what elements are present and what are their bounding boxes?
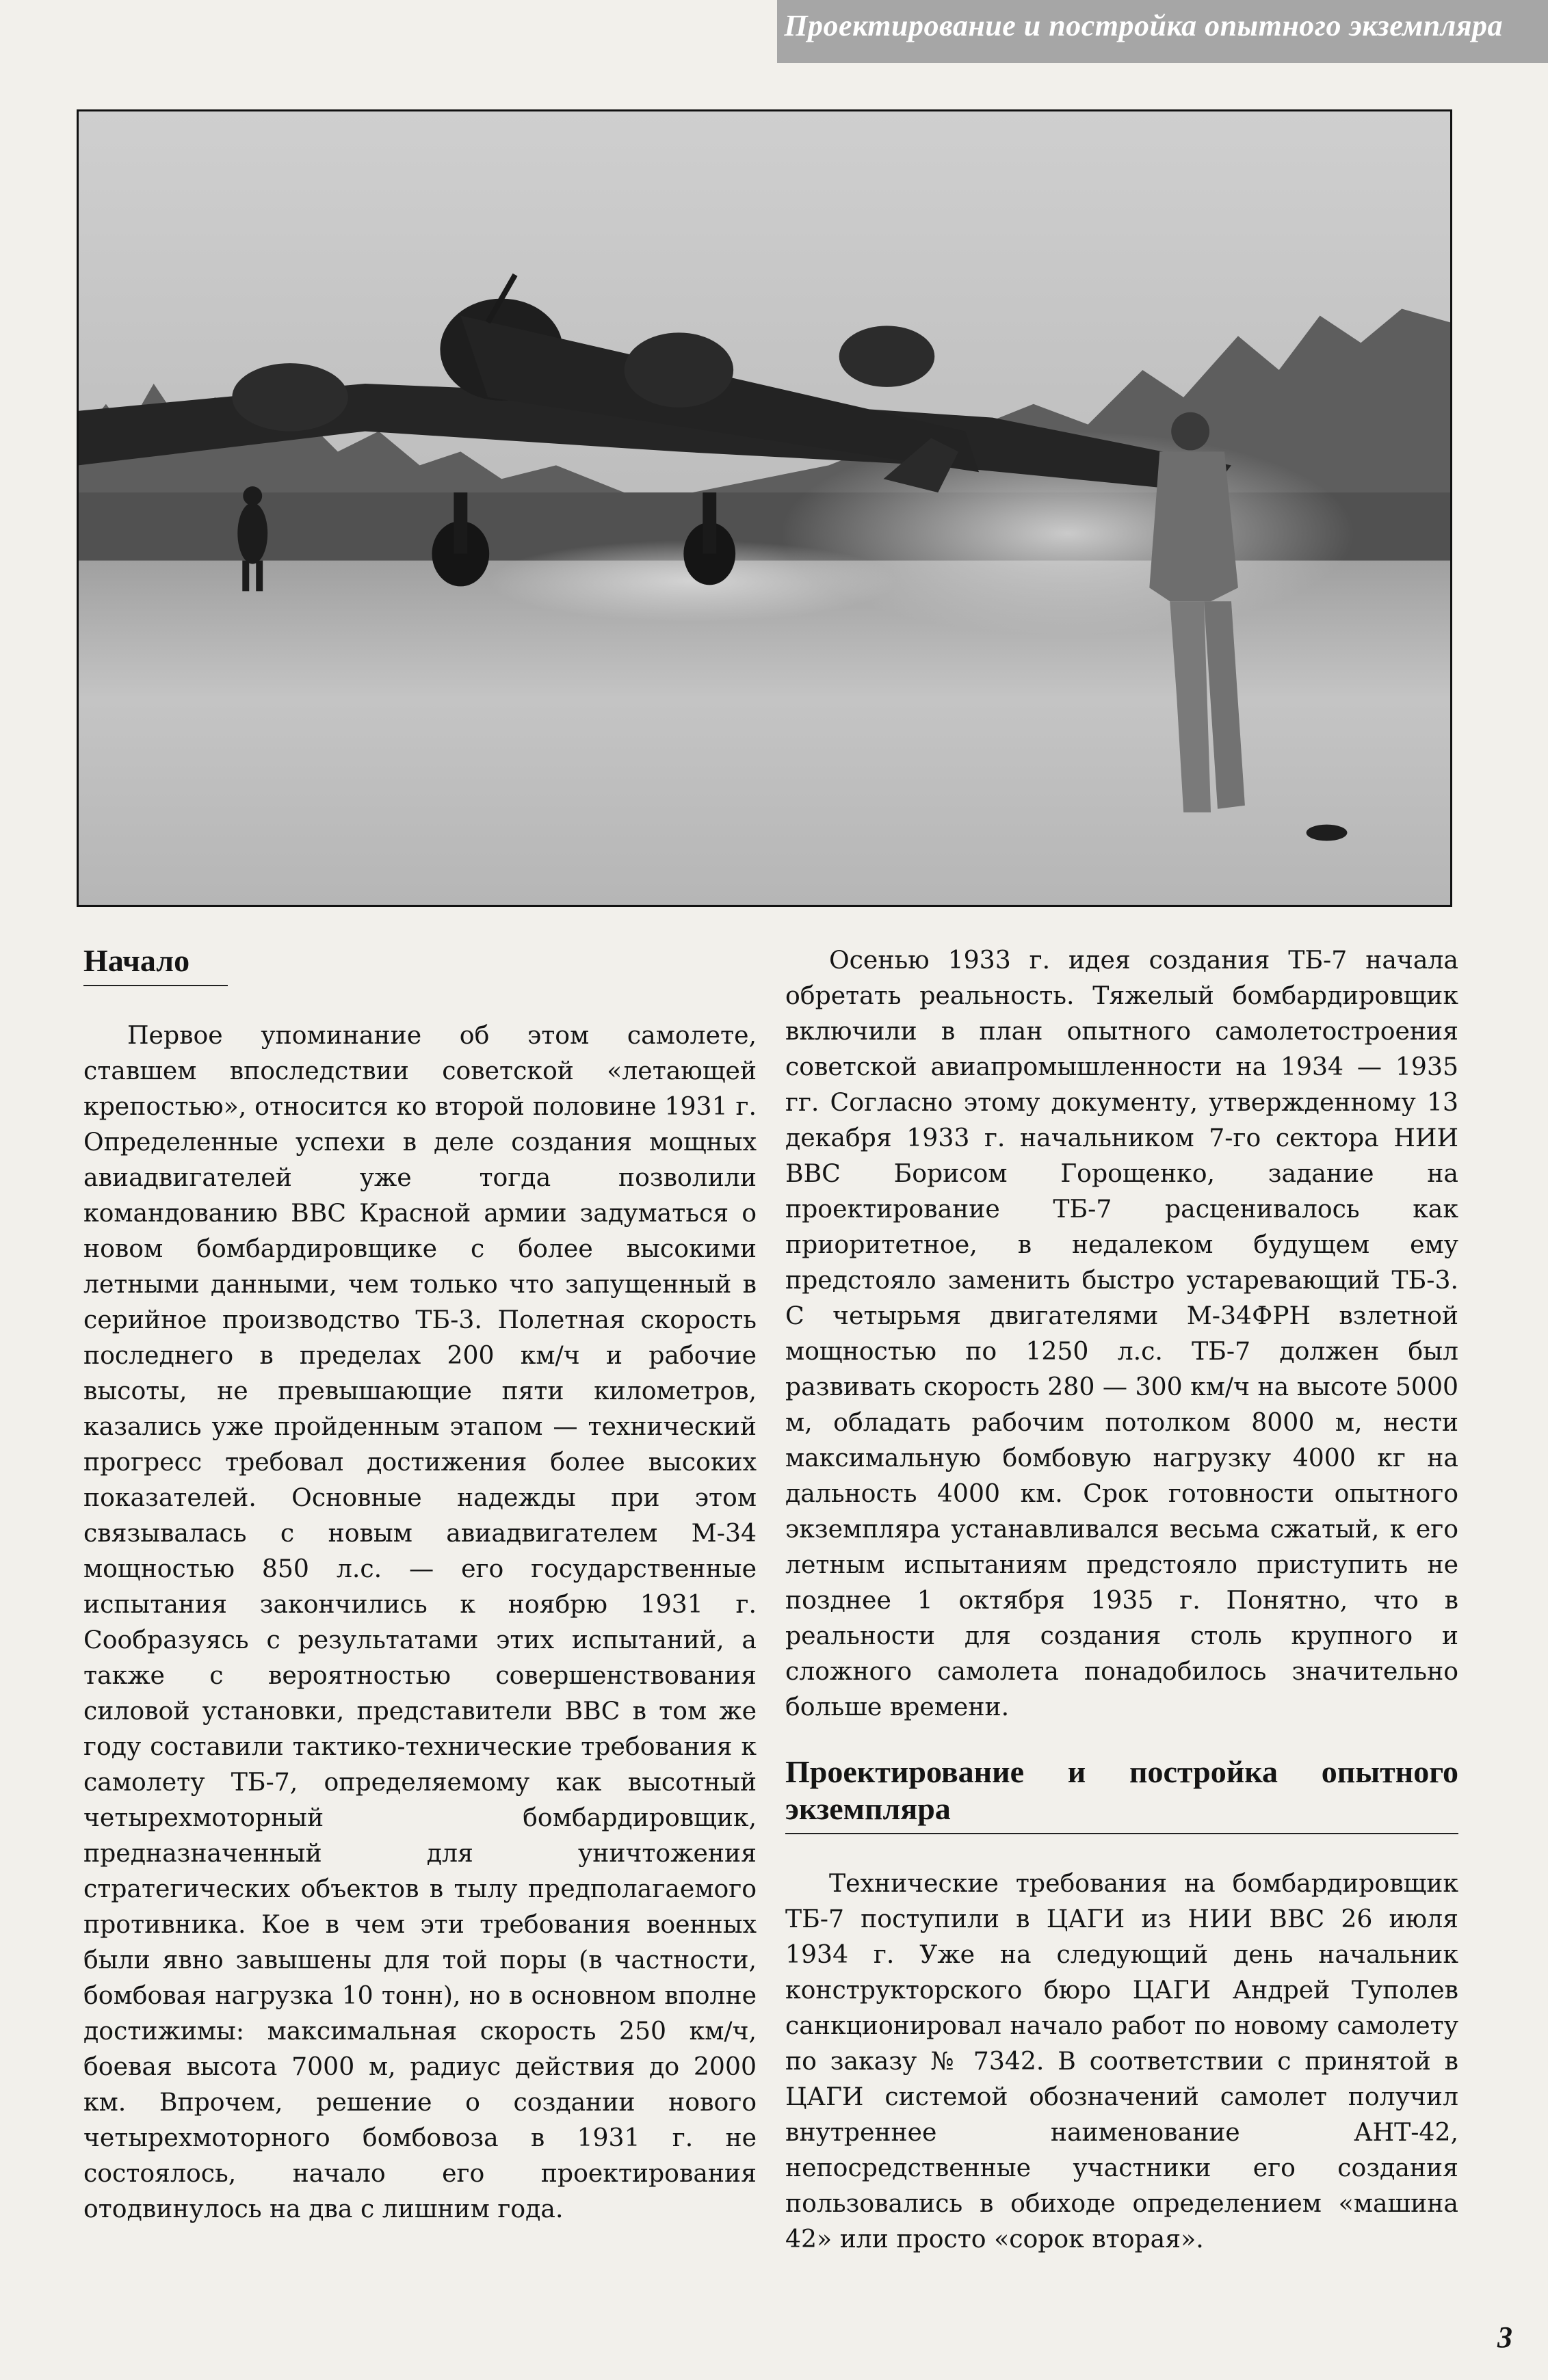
body-paragraph: Первое упоминание об этом самолете, ставшем впоследствии советской «летающей крепостью», относится ко второй половине 1931 г. Определенные успехи в деле создания мощных авиадвигателей уже тогда позволили командованию ВВС Красной армии задуматься о новом бомбардировщике с более высокими летными данными, чем только что запущенный в серийное производство ТБ-3. Полетная скорость последнего в пределах 200 км/ч и рабочие высоты, не превышающие пяти километров, казались уже пройденным этапом — технический прогресс требовал достижения более высоких показателей. Основные надежды при этом связывалась с новым авиадвигателем М-34 мощностью 850 л.с. — его государственные испытания закончились к ноябрю 1931 г. Сообразуясь с результатами этих испытаний, а также с вероятностью совершенствования силовой установки, представители ВВС в том же году составили тактико-технические требования к самолету ТБ-7, определяемому как высотный четырехмоторный бомбардировщик, предназначенный для уничтожения стратегических объектов в тылу предполагаемого противника. Кое в чем эти требования военных были явно завышены для той поры (в частности, бомбовая нагрузка 10 тонн), но в основном вполне достижимы: максимальная скорость 250 км/ч, боевая высота 7000 м, радиус действия до 2000 км. Впрочем, решение о создании нового четырехмоторного бомбовоза в 1931 г. не состоялось, начало его проектирования отодвинулось на два с лишним года. — [83, 1020, 757, 2223]
right-column — [785, 942, 1458, 2257]
left-column — [83, 942, 757, 2227]
section-heading-design: Проектирование и постройка опытного экземпляра — [785, 1754, 1458, 1834]
page-number: 3 — [1497, 2320, 1512, 2354]
aircraft-photo — [77, 109, 1452, 907]
running-header — [777, 0, 1548, 63]
section-heading-start: Начало — [83, 942, 228, 986]
body-paragraph: Осенью 1933 г. идея создания ТБ-7 начала обретать реальность. Тяжелый бомбардировщик включили в план опытного самолетостроения советской авиапромышленности на 1934 — 1935 гг. Согласно этому документу, утвержденному 13 декабря 1933 г. начальником 7-го сектора НИИ ВВС Борисом Горощенко, задание на проектирование ТБ-7 расценивалось как приоритетное, в недалеком будущем ему предстояло заменить быстро устаревающий ТБ-3. С четырьмя двигателями М-34ФРН взлетной мощностью по 1250 л.с. ТБ-7 должен был развивать скорость 280 — 300 км/ч на высоте 5000 м, обладать рабочим потолком 8000 м, нести максимальную бомбовую нагрузку 4000 кг на дальность 4000 км. Срок готовности опытного экземпляра устанавливался весьма сжатый, к его летным испытаниям предстояло приступить не позднее 1 октября 1935 г. Понятно, что в реальности для создания столь крупного и сложного самолета понадобилось значительно больше времени. — [785, 945, 1458, 1721]
body-paragraph: Технические требования на бомбардировщик ТБ-7 поступили в ЦАГИ из НИИ ВВС 26 июля 1934 г. Уже на следующий день начальник конструкторского бюро ЦАГИ Андрей Туполев санкционировал начало работ по новому самолету по заказу № 7342. В соответствии с принятой в ЦАГИ системой обозначений самолет получил внутреннее наименование АНТ-42, непосредственные участники его создания пользовались в обиходе определением «машина 42» или просто «сорок вторая». — [785, 1868, 1458, 2253]
running-header-title: Проектирование и постройка опытного экземпляра — [784, 9, 1503, 42]
